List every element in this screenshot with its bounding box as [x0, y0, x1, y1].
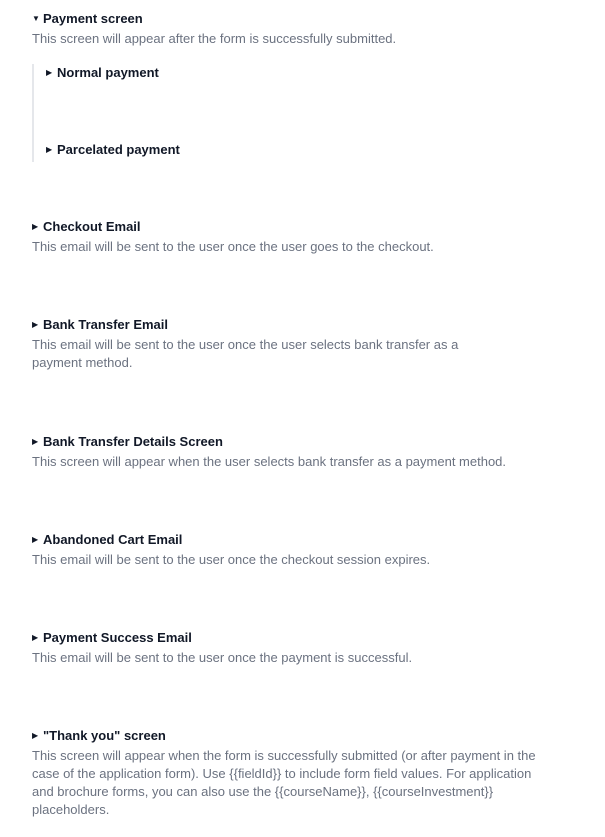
- section-payment-screen: [32, 10, 572, 48]
- triangle-right-icon: ▶: [32, 535, 39, 544]
- subsection-normal-payment: [46, 64, 159, 82]
- triangle-down-icon: ▼: [32, 14, 40, 23]
- payment-success-email-toggle[interactable]: [32, 629, 572, 647]
- bank-transfer-details-title: Bank Transfer Details Screen: [43, 434, 223, 449]
- thank-you-screen-title: "Thank you" screen: [43, 728, 166, 743]
- normal-payment-toggle[interactable]: [46, 64, 159, 82]
- triangle-right-icon: ▶: [32, 731, 39, 740]
- normal-payment-title: Normal payment: [57, 65, 159, 80]
- section-payment-success-email: [32, 629, 572, 667]
- payment-screen-children-guide: [32, 64, 34, 162]
- bank-transfer-email-description: This email will be sent to the user once the user selects bank transfer as a payment method.: [32, 337, 459, 370]
- checkout-email-toggle[interactable]: [32, 218, 572, 236]
- triangle-right-icon: ▶: [32, 222, 39, 231]
- bank-transfer-details-description: This screen will appear when the user selects bank transfer as a payment method.: [32, 454, 507, 469]
- thank-you-screen-description: This screen will appear when the form is successfully submitted (or after payment in the case of the application form). Use {{fieldId}} to include form field values. For application and brochure forms, you can also use the {{courseName}}, {{courseInvestment}} placeholders.: [32, 748, 536, 817]
- checkout-email-title: Checkout Email: [43, 219, 141, 234]
- section-bank-transfer-email: [32, 316, 502, 372]
- triangle-right-icon: ▶: [32, 633, 39, 642]
- triangle-right-icon: ▶: [32, 320, 39, 329]
- parcelated-payment-toggle[interactable]: [46, 141, 180, 159]
- payment-success-email-description: This email will be sent to the user once the payment is successful.: [32, 650, 413, 665]
- bank-transfer-details-toggle[interactable]: [32, 433, 592, 451]
- triangle-right-icon: ▶: [46, 145, 53, 154]
- parcelated-payment-title: Parcelated payment: [57, 142, 180, 157]
- section-thank-you-screen: [32, 727, 547, 819]
- payment-screen-description: This screen will appear after the form is successfully submitted.: [32, 31, 397, 46]
- checkout-email-description: This email will be sent to the user once the user goes to the checkout.: [32, 239, 434, 254]
- abandoned-cart-email-title: Abandoned Cart Email: [43, 532, 183, 547]
- bank-transfer-email-title: Bank Transfer Email: [43, 317, 168, 332]
- section-bank-transfer-details: [32, 433, 592, 471]
- abandoned-cart-email-toggle[interactable]: [32, 531, 572, 549]
- payment-screen-toggle[interactable]: [32, 10, 572, 28]
- payment-success-email-title: Payment Success Email: [43, 630, 192, 645]
- thank-you-screen-toggle[interactable]: [32, 727, 547, 745]
- triangle-right-icon: ▶: [32, 437, 39, 446]
- section-abandoned-cart-email: [32, 531, 572, 569]
- payment-screen-title: Payment screen: [43, 11, 143, 26]
- section-checkout-email: [32, 218, 572, 256]
- bank-transfer-email-toggle[interactable]: [32, 316, 502, 334]
- subsection-parcelated-payment: [46, 141, 180, 159]
- abandoned-cart-email-description: This email will be sent to the user once the checkout session expires.: [32, 552, 431, 567]
- triangle-right-icon: ▶: [46, 68, 53, 77]
